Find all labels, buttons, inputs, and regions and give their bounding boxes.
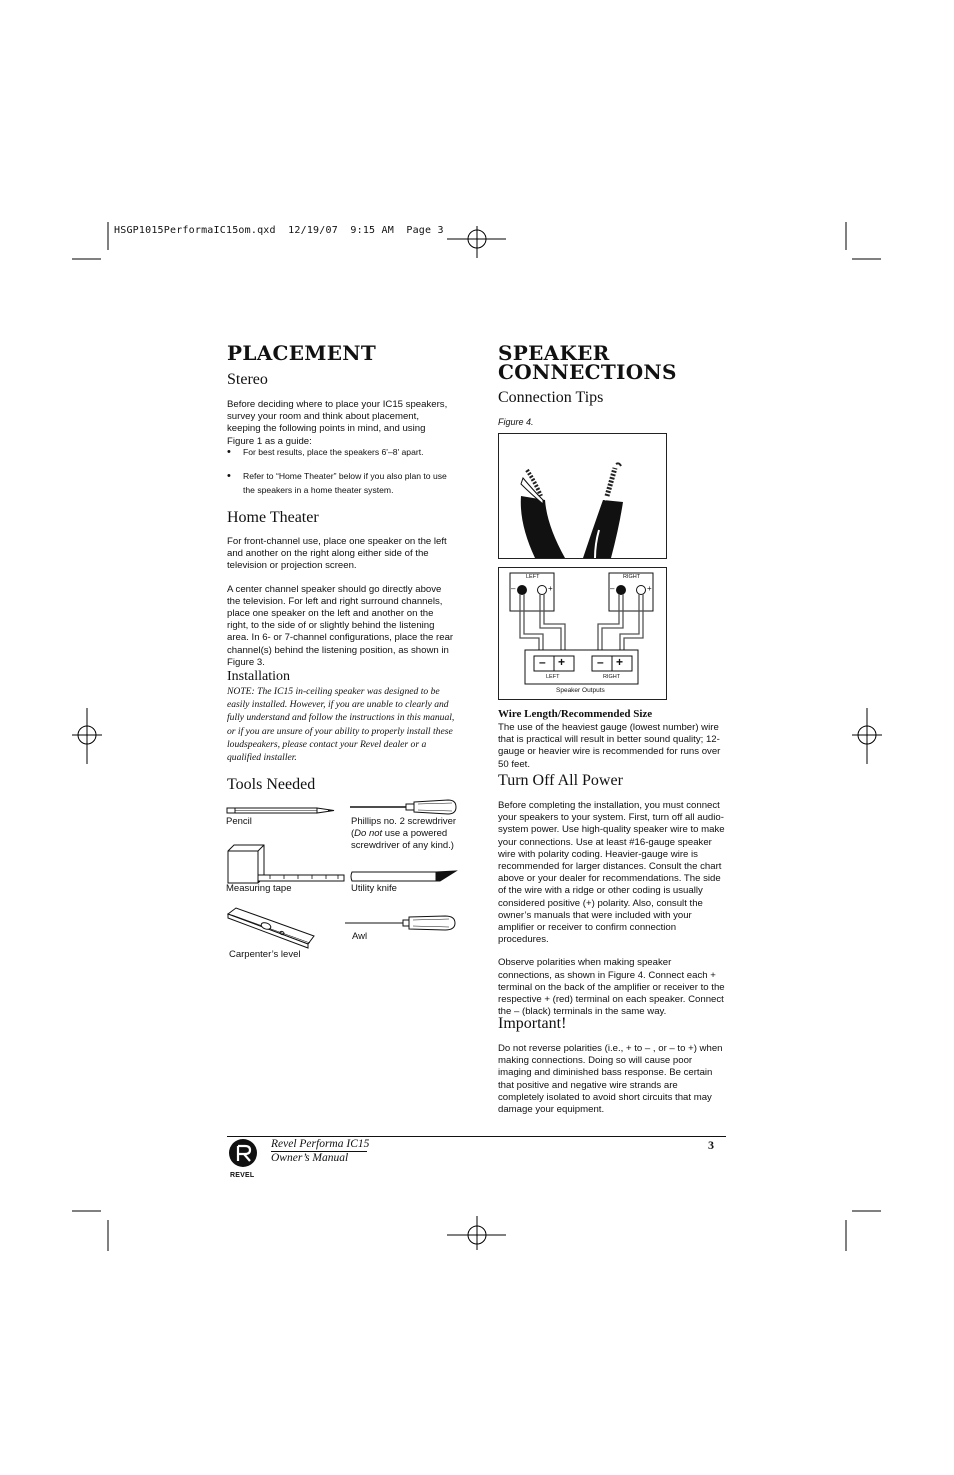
utility-knife-icon: [350, 869, 458, 883]
important-text: Do not reverse polarities (i.e., + to – , or – to +) when making connections. Doing so will cause poor imaging and diminished bass response. Be certain that positive and negative wire strands are completely isolated to avoid short circuits that may damage your equipment.: [498, 1043, 723, 1116]
amp-right-plus: +: [616, 655, 624, 669]
screwdriver-icon: [348, 798, 458, 816]
revel-logo-text: REVEL: [230, 1172, 255, 1179]
footer-line2: Owner’s Manual: [271, 1152, 349, 1164]
wire-length-text: The use of the heaviest gauge (lowest number) wire that is practical will result in better sound quality; 12-gauge or heavier wire is recommended for runs over 50 feet.: [498, 722, 721, 770]
speaker-outputs-caption: Speaker Outputs: [556, 687, 605, 694]
utility-knife-label: Utility knife: [351, 883, 397, 894]
important-heading: Important!: [498, 1015, 567, 1032]
amp-right-label: RIGHT: [603, 674, 621, 680]
wiring-diagram: [499, 568, 666, 699]
home-theater-text: [227, 536, 457, 680]
turn-off-p1: Before completing the installation, you must connect your speakers to your system. First, turn off all audio-system power. Use high-quality speaker wire to make your connections. Use at least #16-gauge speaker wire with polarity coding. Heavier-gauge wire is recommended for larger distances. Consult the chart above or your dealer for recommendations. The side of the wire with a ridge or other coding is usually considered positive (+) polarity. Also, consult the owner’s manuals that were included with your amplifier or receiver to confirm connection procedures.: [498, 800, 725, 946]
revel-logo-icon: [226, 1138, 260, 1172]
amp-left-minus: –: [539, 655, 546, 669]
amp-left-plus: +: [558, 655, 566, 669]
screwdriver-line3: screwdriver of any kind.): [351, 840, 454, 851]
speaker-connections-title: [498, 341, 677, 384]
left-speaker-minus: –: [511, 584, 516, 593]
installation-heading: Installation: [227, 669, 290, 684]
amp-left-label: LEFT: [546, 674, 560, 680]
bullet-text: Refer to “Home Theater” below if you also plan to use the speakers in a home theater system.: [243, 471, 447, 495]
bullet-dot: •: [227, 470, 231, 482]
home-theater-p1: For front-channel use, place one speaker on the left and another on the right along either side of the television or projection screen.: [227, 536, 447, 572]
right-speaker-label: RIGHT: [623, 574, 641, 580]
wire-length-heading: Wire Length/Recommended Size: [498, 708, 653, 720]
stereo-bullet: [227, 445, 457, 459]
home-theater-heading: Home Theater: [227, 509, 319, 526]
right-speaker-minus: –: [610, 584, 615, 593]
placement-title: PLACEMENT: [227, 341, 377, 365]
turn-off-heading: Turn Off All Power: [498, 772, 623, 789]
measuring-tape-icon: [226, 843, 346, 885]
pencil-icon: [226, 806, 336, 816]
carpenters-level-label: Carpenter’s level: [229, 949, 301, 960]
figure-label: Figure 4.: [498, 417, 534, 427]
stereo-heading: Stereo: [227, 371, 268, 388]
wire-illustration: [498, 433, 667, 559]
right-speaker-plus: +: [647, 584, 652, 593]
awl-icon: [343, 913, 457, 933]
awl-label: Awl: [352, 931, 368, 942]
measuring-tape-label: Measuring tape: [226, 883, 292, 894]
pencil-label: Pencil: [226, 816, 252, 827]
left-speaker-plus: +: [548, 584, 553, 593]
connection-tips-heading: Connection Tips: [498, 389, 604, 406]
left-speaker-label: LEFT: [526, 574, 540, 580]
file-slug: HSGP1015PerformaIC15om.qxd 12/19/07 9:15 AM Page 3: [114, 225, 444, 236]
page-number: 3: [708, 1138, 714, 1152]
installation-note: NOTE: The IC15 in-ceiling speaker was designed to be easily installed. However, if you are unable to clearly and fully understand and follow the instructions in this manual, or if you are unsure of your ability to properly install these loudspeakers, please contact your Revel dealer or a qualified installer.: [227, 686, 455, 764]
screwdriver-label: [351, 816, 461, 852]
stereo-bullet: [227, 469, 457, 497]
bullet-dot: •: [227, 446, 231, 458]
amp-right-minus: –: [597, 655, 604, 669]
title-line1: SPEAKER: [498, 341, 610, 365]
home-theater-p2: A center channel speaker should go directly above the television. For left and right surround channels, place one speaker on the left and another on the right, to the side of or slightly behind the listening area. In 6- or 7-channel configurations, place the rear channel(s) behind the listening position, as shown in Figure 3.: [227, 583, 454, 668]
title-line2: CONNECTIONS: [498, 360, 677, 384]
footer-line1: Revel Performa IC15: [271, 1138, 370, 1150]
do-not-emphasis: Do not: [354, 828, 383, 839]
footer-title: [271, 1137, 369, 1165]
screwdriver-line1: Phillips no. 2 screwdriver: [351, 816, 457, 827]
screwdriver-line2: (Do not use a powered: [351, 828, 448, 839]
bullet-text: For best results, place the speakers 6'–8' apart.: [243, 447, 424, 457]
connection-diagram: [498, 567, 667, 700]
carpenters-level-icon: [226, 906, 318, 950]
turn-off-text: [498, 800, 726, 1029]
tools-heading: Tools Needed: [227, 776, 316, 793]
turn-off-p2: Observe polarities when making speaker connections, as shown in Figure 4. Connect each + terminal on the back of the amplifier or receiver to the respective + (red) terminal on each speaker. Connect the – (black) terminals in the same way.: [498, 957, 725, 1018]
wire-ends-image: [499, 434, 666, 558]
stereo-intro: Before deciding where to place your IC15 speakers, survey your room and think about placement, keeping the following points in mind, and using Figure 1 as a guide:: [227, 399, 448, 447]
